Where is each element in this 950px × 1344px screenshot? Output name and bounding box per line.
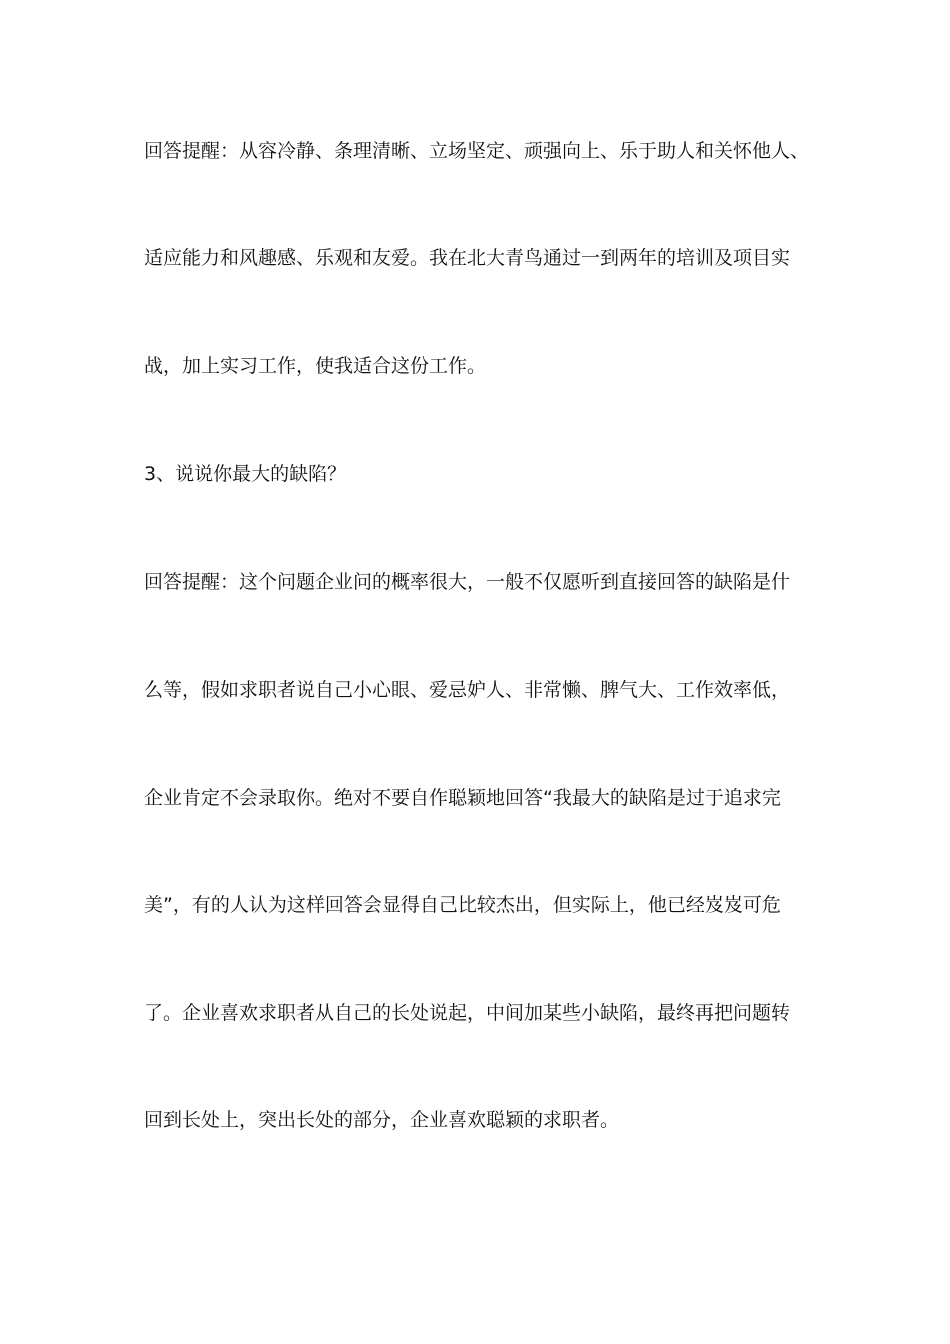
answer-hint-paragraph-2-line-6: 回到长处上，突出长处的部分，企业喜欢聪颖的求职者。 [144,1109,620,1131]
answer-hint-paragraph-2-line-5: 了。企业喜欢求职者从自己的长处说起，中间加某些小缺陷，最终再把问题转 [144,1002,791,1024]
answer-hint-paragraph-2-line-3: 企业肯定不会录取你。绝对不要自作聪颖地回答“我最大的缺陷是过于追求完 [144,787,781,809]
answer-hint-paragraph-2-line-4: 美”，有的人认为这样回答会显得自己比较杰出，但实际上，他已经岌岌可危 [144,894,781,916]
answer-hint-paragraph-1-line-2: 适应能力和风趣感、乐观和友爱。我在北大青鸟通过一到两年的培训及项目实 [144,247,791,269]
answer-hint-paragraph-1-line-3: 战，加上实习工作，使我适合这份工作。 [144,355,487,377]
answer-hint-paragraph-1-line-1: 回答提醒：从容冷静、条理清晰、立场坚定、顽强向上、乐于助人和关怀他人、 [144,140,810,162]
question-3-heading: 3、说说你最大的缺陷？ [144,463,347,485]
answer-hint-paragraph-2-line-2: 么等，假如求职者说自己小心眼、爱忌妒人、非常懒、脾气大、工作效率低， [144,679,791,701]
answer-hint-paragraph-2-line-1: 回答提醒：这个问题企业问的概率很大，一般不仅愿听到直接回答的缺陷是什 [144,571,791,593]
